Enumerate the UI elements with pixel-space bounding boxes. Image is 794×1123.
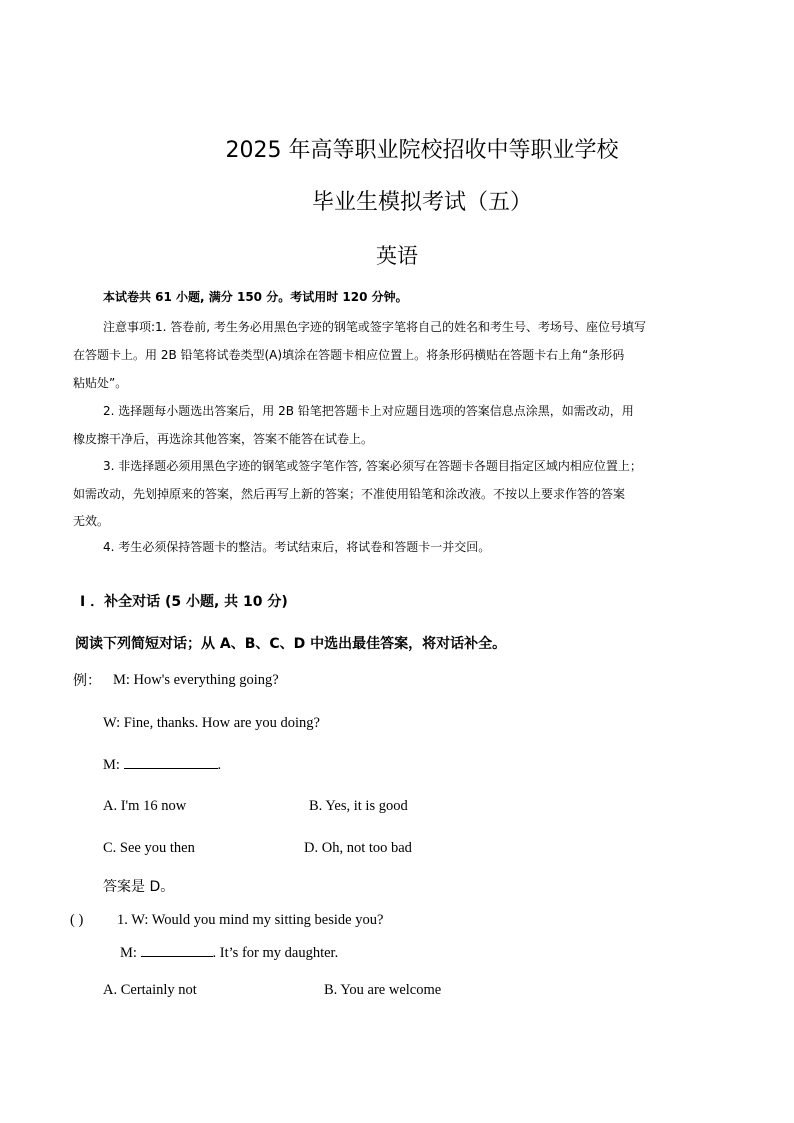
subject-title: 英语 [376, 244, 418, 268]
note1-line2: 在答题卡上。用 2B 铅笔将试卷类型(A)填涂在答题卡相应位置上。将条形码横贴在答题卡右上角“条形码 [73, 348, 625, 362]
example-line3-end: . [217, 757, 222, 773]
note1-line3: 粘贴处”。 [73, 376, 128, 390]
example-line2: W: Fine, thanks. How are you doing? [103, 715, 320, 731]
example-line3 [103, 756, 221, 774]
note1-line1: 注意事项:1. 答卷前, 考生务必用黑色字迹的钢笔或签字笔将自己的姓名和考生号、考场号、座位号填写 [103, 320, 646, 334]
example-option-d: D. Oh, not too bad [304, 840, 412, 856]
question1-speaker: M: [120, 945, 137, 961]
note3-line3: 无效。 [73, 514, 110, 528]
question1-prompt: 1. W: Would you mind my sitting beside you? [117, 912, 384, 928]
note2-line1: 2. 选择题每小题选出答案后，用 2B 铅笔把答题卡上对应题目选项的答案信息点涂黑，如需改动，用 [103, 404, 634, 418]
example-option-b: B. Yes, it is good [309, 798, 408, 814]
example-answer: 答案是 D。 [103, 879, 175, 895]
note3-line1: 3. 非选择题必须用黑色字迹的钢笔或签字笔作答, 答案必须写在答题卡各题目指定区域内相应位置上； [103, 459, 642, 473]
question1-answer-blank [141, 944, 213, 957]
section-heading: Ⅰ ．补全对话 (5 小题, 共 10 分) [80, 594, 288, 610]
exam-summary: 本试卷共 61 小题, 满分 150 分。考试用时 120 分钟。 [103, 290, 408, 304]
question1-reply-end: . It’s for my daughter. [212, 945, 339, 961]
exam-title-line2: 毕业生模拟考试（五） [311, 190, 532, 215]
example-label: 例： [73, 673, 101, 689]
example-line1: M: How's everything going? [113, 672, 279, 688]
question1-option-b[interactable]: B. You are welcome [324, 982, 442, 998]
example-speaker: M: [103, 757, 120, 773]
section-directions: 阅读下列简短对话；从 A、B、C、D 中选出最佳答案，将对话补全。 [75, 636, 507, 652]
example-option-c: C. See you then [103, 840, 195, 856]
exam-title-line1: 2025 年高等职业院校招收中等职业学校 [225, 138, 619, 163]
note3-line2: 如需改动，先划掉原来的答案，然后再写上新的答案；不准使用铅笔和涂改液。不按以上要求作答的答案 [73, 487, 626, 501]
note2-line2: 橡皮擦干净后，再选涂其他答案，答案不能答在试卷上。 [73, 432, 374, 446]
question1-option-a[interactable]: A. Certainly not [103, 982, 197, 998]
note4: 4. 考生必须保持答题卡的整洁。考试结束后，将试卷和答题卡一并交回。 [103, 540, 491, 554]
example-option-a: A. I'm 16 now [103, 798, 187, 814]
question1-answer-bracket[interactable]: ( ) [70, 912, 84, 928]
question1-reply [120, 944, 338, 962]
example-answer-blank [124, 756, 218, 769]
